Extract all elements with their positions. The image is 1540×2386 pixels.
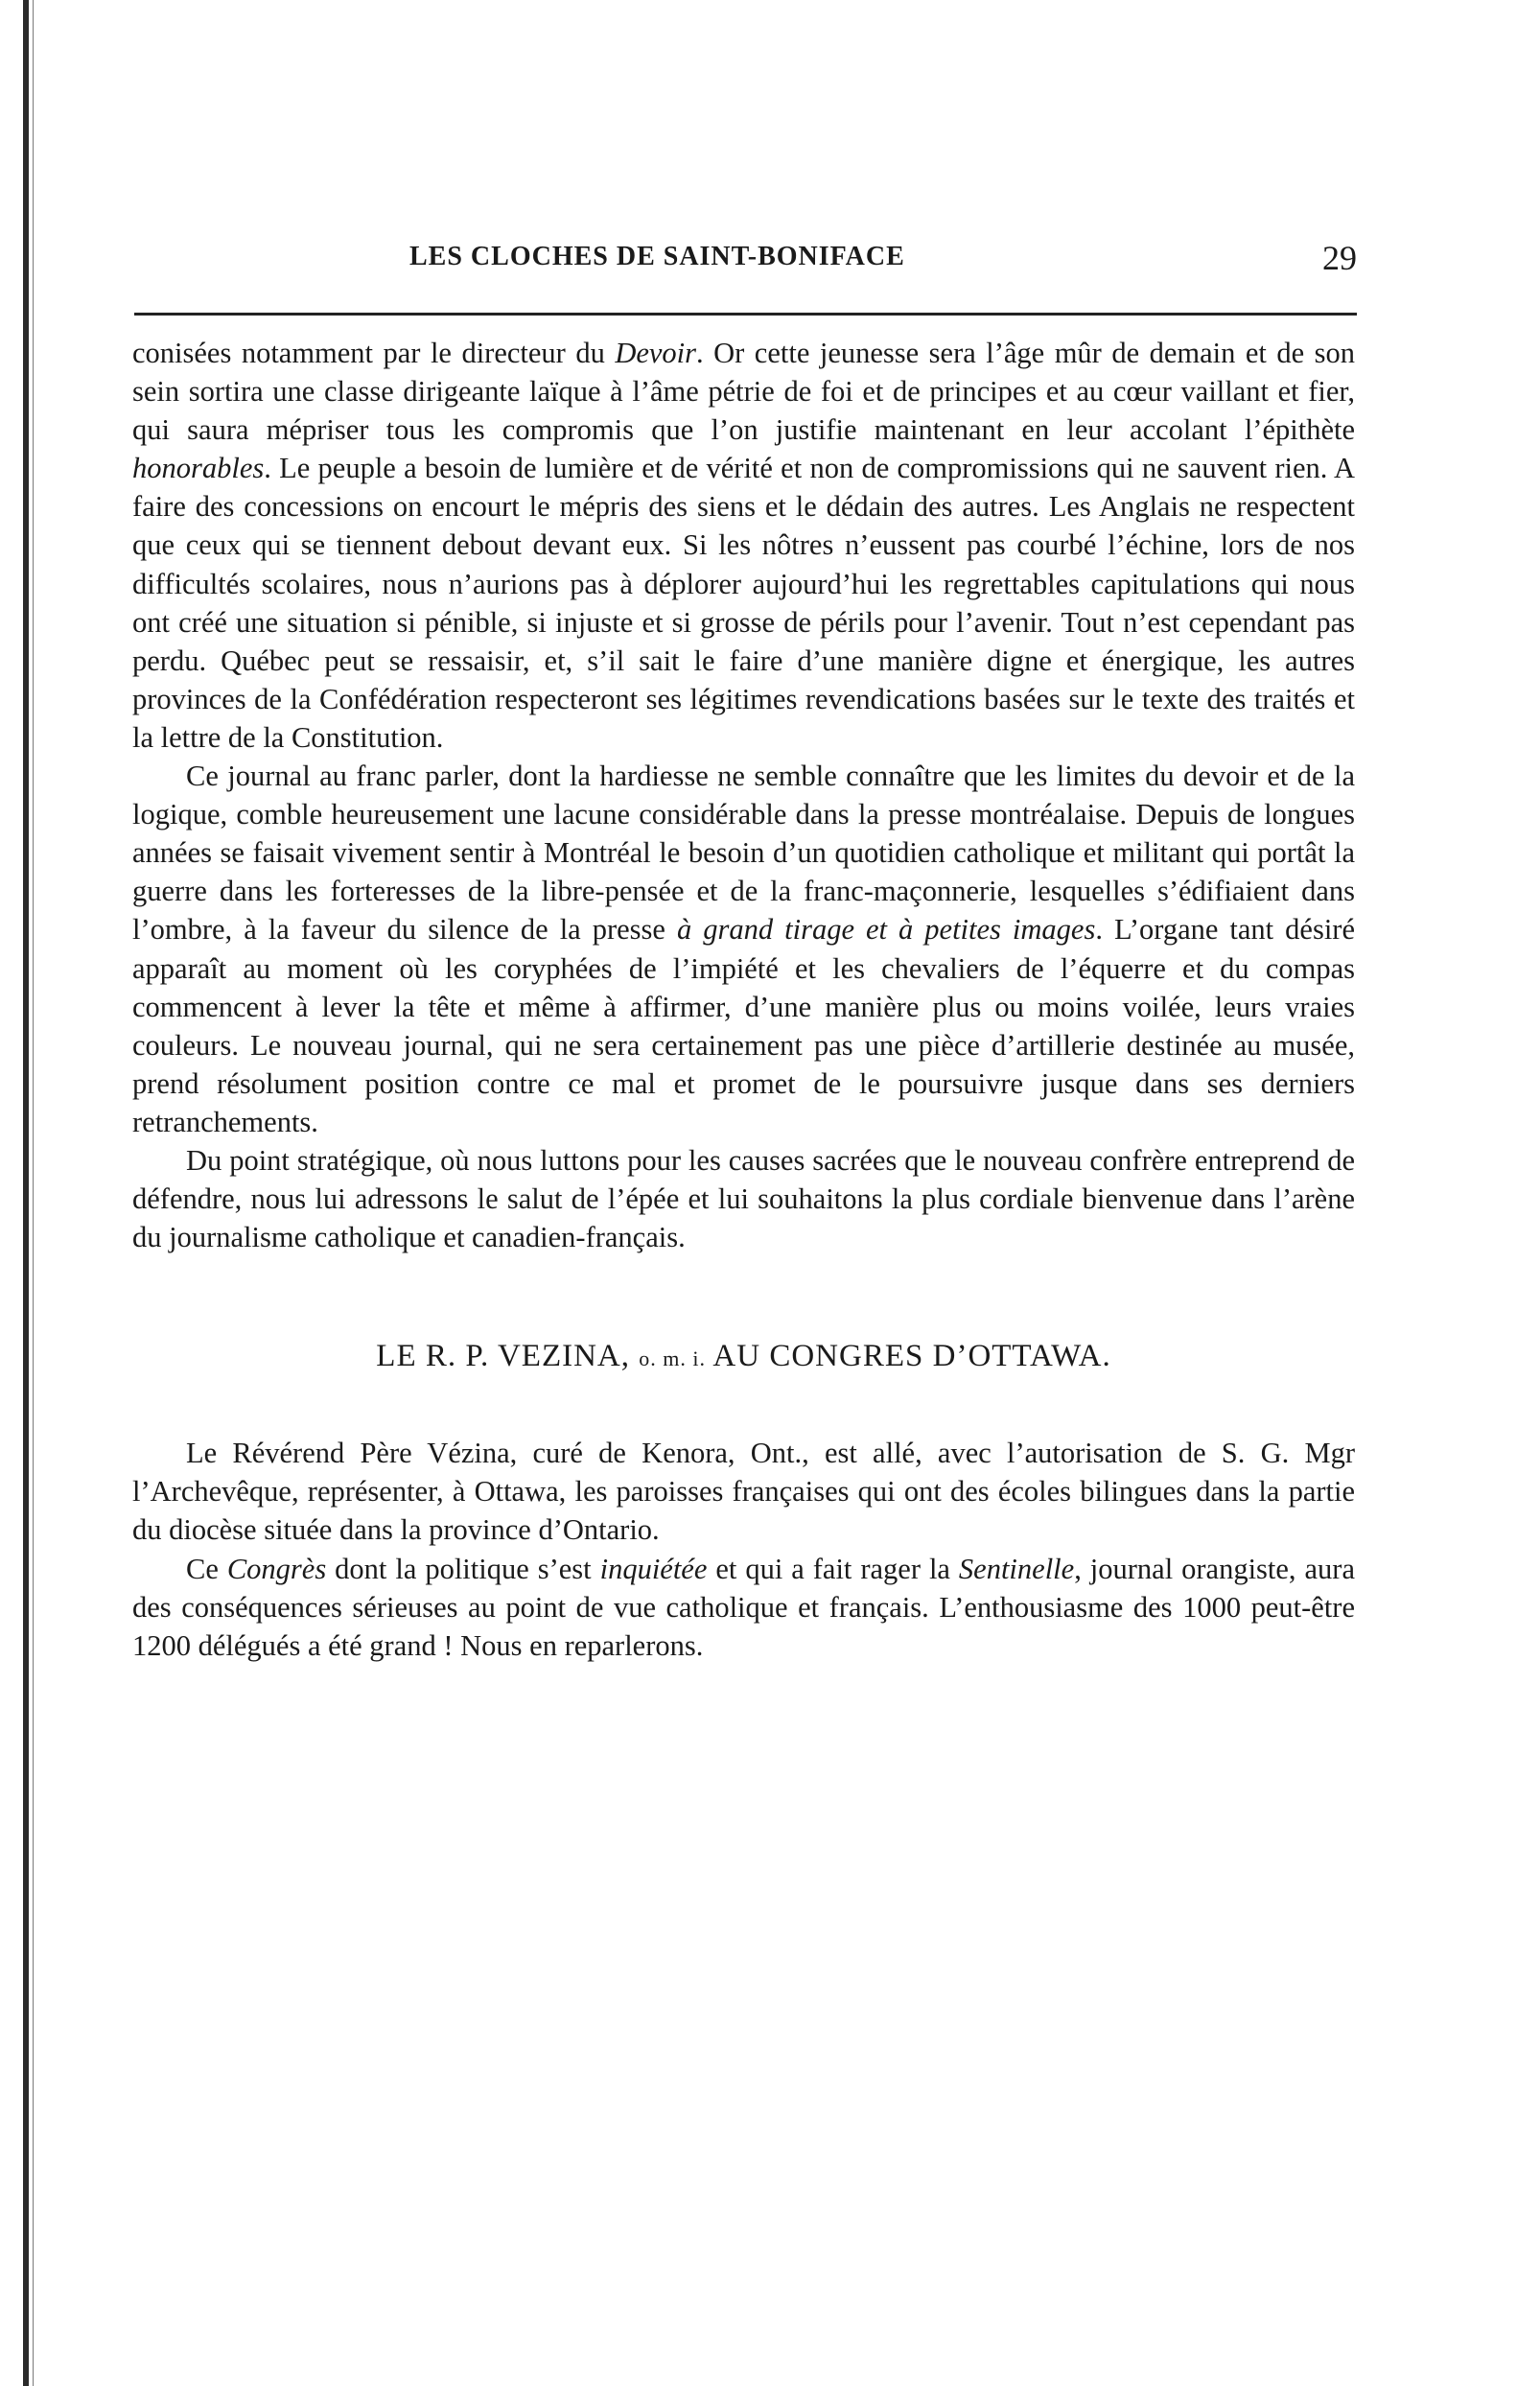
page-header [129, 238, 1357, 276]
paragraph-congres: Ce Congrès dont la politique s’est inquiétée et qui a fait rager la Sentinelle, journal orangiste, aura des conséquences sérieuses au point de vue catholique et français. L’enthousiasme des 1000 peut-être 1200 délégués a été grand ! Nous en reparlerons. [132, 1552, 1355, 1662]
sentinelle-title: Sentinelle [958, 1552, 1075, 1585]
devoir-title: Devoir [615, 337, 697, 369]
italic-phrase: à grand tirage et à petites images [676, 913, 1096, 947]
paragraph-vezina: Le Révérend Père Vézina, curé de Kenora, Ont., est allé, avec l’autorisation de S. G. Mgr l’Archevêque, représenter, à Ottawa, les paroisses françaises qui ont des écoles bilingues dans la partie du diocèse située dans la province d’Ontario. [132, 1437, 1355, 1547]
honorables-word: honorables [132, 452, 265, 485]
paragraph-journal: Ce journal au franc parler, dont la hardiesse ne semble connaître que les limites du devoir et de la logique, comble heureusement une lacune considérable dans la presse montréalaise. Depuis de longues années se faisait vivement sentir à Montréal le besoin d’un quotidien catholique et militant qui portât la guerre dans les forteresses de la libre-pensée et de la franc-maçonnerie, lesquelles s’édifiaient dans l’ombre, à la faveur du silence de la presse à grand tirage et à petites images. L’organe tant désiré apparaît au moment où les coryphées de l’impiété et les chevaliers de l’équerre et du compas commencent à lever la tête et même à affirmer, d’une manière plus ou moins voilée, leurs vraies couleurs. Le nouveau journal, qui ne sera certainement pas une pièce d’artillerie destinée au musée, prend résolument position contre ce mal et promet de le poursuivre jusque dans ses derniers retranchements. [132, 760, 1355, 1138]
page-body [132, 334, 1355, 1665]
paragraph-salut: Du point stratégique, où nous luttons pour les causes sacrées que le nouveau confrère entreprend de défendre, nous lui adressons le salut de l’épée et lui souhaitons la plus cordiale bienvenue dans l’arène du journalisme catholique et canadien-français. [132, 1143, 1355, 1254]
book-spine-edge [23, 0, 29, 2386]
order-initials: o. m. i. [639, 1346, 706, 1371]
inquietee-word: inquiétée [599, 1552, 708, 1585]
section-title: LE R. P. VEZINA, o. m. i. AU CONGRES D’OTTAWA. [376, 1339, 1111, 1374]
running-title: LES CLOCHES DE SAINT-BONIFACE [409, 242, 905, 271]
book-spine-line [33, 0, 34, 2386]
header-rule [134, 313, 1357, 316]
paragraph-continued: conisées notamment par le directeur du Devoir. Or cette jeunesse sera l’âge mûr de demain et de son sein sortira une classe dirigeante laïque à l’âme pétrie de foi et de principes et au cœur vaillant et fier, qui saura mépriser tous les compromis que l’on justifie maintenant en leur accolant l’épithète honorables. Le peuple a besoin de lumière et de vérité et non de compromissions qui ne sauvent rien. A faire des concessions on encourt le mépris des siens et le dédain des autres. Les Anglais ne respectent que ceux qui se tiennent debout devant eux. Si les nôtres n’eussent pas courbé l’échine, lors de nos difficultés scolaires, nous n’aurions pas à déplorer aujourd’hui les regrettables capitulations qui nous ont créé une situation si pénible, si injuste et si grosse de périls pour l’avenir. Tout n’est cependant pas perdu. Québec peut se ressaisir, et, s’il sait le faire d’une manière digne et énergique, les autres provinces de la Confédération respecteront ses légitimes revendications basées sur le texte des traités et la lettre de la Constitution. [132, 337, 1356, 754]
congres-word: Congrès [226, 1552, 327, 1585]
page-number: 29 [1322, 239, 1357, 277]
